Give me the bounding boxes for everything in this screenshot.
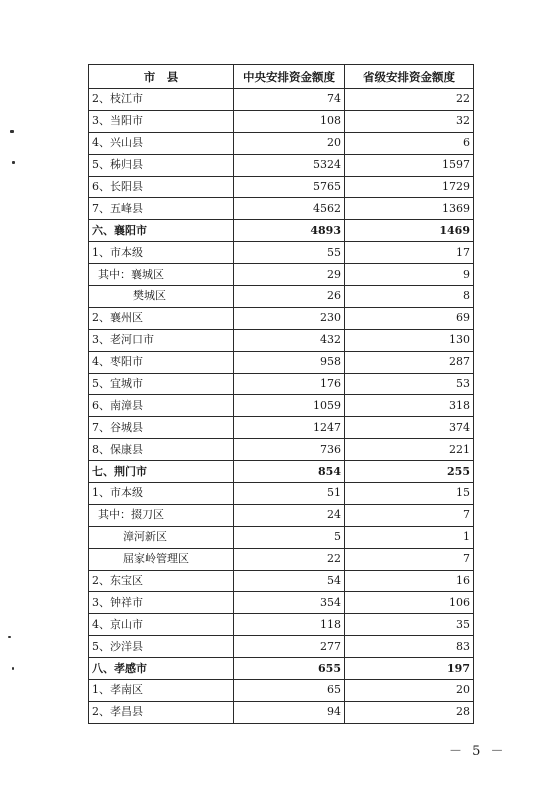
funding-table (88, 64, 474, 724)
row-central-amount: 29 (234, 264, 345, 286)
row-name-cell: 6、南漳县 (89, 395, 234, 417)
table-row (89, 483, 474, 505)
header-provincial-funds: 省级安排资金额度 (345, 65, 474, 89)
row-name-cell: 6、长阳县 (89, 176, 234, 198)
row-name-cell: 2、枝江市 (89, 89, 234, 111)
row-provincial-amount: 20 (345, 680, 474, 702)
row-provincial-amount: 53 (345, 373, 474, 395)
row-name-cell: 七、荆门市 (89, 461, 234, 483)
row-name-cell: 4、兴山县 (89, 132, 234, 154)
row-name-cell: 2、孝昌县 (89, 701, 234, 723)
row-central-amount: 26 (234, 286, 345, 308)
row-name-cell: 5、沙洋县 (89, 636, 234, 658)
table-row (89, 351, 474, 373)
row-central-amount: 432 (234, 329, 345, 351)
header-city-county: 市 县 (89, 65, 234, 89)
row-provincial-amount: 287 (345, 351, 474, 373)
row-name-cell: 4、京山市 (89, 614, 234, 636)
row-provincial-amount: 35 (345, 614, 474, 636)
row-provincial-amount: 374 (345, 417, 474, 439)
row-central-amount: 4562 (234, 198, 345, 220)
row-provincial-amount: 8 (345, 286, 474, 308)
row-name-cell: 8、保康县 (89, 439, 234, 461)
row-provincial-amount: 130 (345, 329, 474, 351)
row-central-amount: 55 (234, 242, 345, 264)
row-central-amount: 51 (234, 483, 345, 505)
table-row (89, 461, 474, 483)
row-provincial-amount: 318 (345, 395, 474, 417)
row-name-cell: 其中：襄城区 (89, 264, 234, 286)
row-provincial-amount: 69 (345, 307, 474, 329)
row-central-amount: 354 (234, 592, 345, 614)
row-provincial-amount: 1369 (345, 198, 474, 220)
row-central-amount: 4893 (234, 220, 345, 242)
row-name-cell: 7、谷城县 (89, 417, 234, 439)
row-provincial-amount: 32 (345, 110, 474, 132)
row-name-cell: 3、钟祥市 (89, 592, 234, 614)
row-name-cell: 屈家岭管理区 (89, 548, 234, 570)
scan-speck (12, 161, 15, 164)
table-row (89, 329, 474, 351)
row-provincial-amount: 221 (345, 439, 474, 461)
table-row (89, 286, 474, 308)
row-name-cell: 5、宜城市 (89, 373, 234, 395)
table-row (89, 264, 474, 286)
table-row (89, 417, 474, 439)
row-central-amount: 958 (234, 351, 345, 373)
row-central-amount: 230 (234, 307, 345, 329)
row-provincial-amount: 1 (345, 526, 474, 548)
row-central-amount: 5324 (234, 154, 345, 176)
row-central-amount: 94 (234, 701, 345, 723)
row-provincial-amount: 1469 (345, 220, 474, 242)
row-name-cell: 1、孝南区 (89, 680, 234, 702)
table-row (89, 89, 474, 111)
row-central-amount: 854 (234, 461, 345, 483)
table-row (89, 636, 474, 658)
row-provincial-amount: 1729 (345, 176, 474, 198)
row-provincial-amount: 22 (345, 89, 474, 111)
row-provincial-amount: 28 (345, 701, 474, 723)
row-name-cell: 其中：掇刀区 (89, 504, 234, 526)
row-central-amount: 65 (234, 680, 345, 702)
row-central-amount: 54 (234, 570, 345, 592)
row-provincial-amount: 1597 (345, 154, 474, 176)
row-central-amount: 655 (234, 658, 345, 680)
table-row (89, 680, 474, 702)
table-row (89, 395, 474, 417)
row-name-cell: 1、市本级 (89, 483, 234, 505)
table-header-row (89, 65, 474, 89)
table-body (89, 89, 474, 724)
row-central-amount: 5 (234, 526, 345, 548)
table-row (89, 504, 474, 526)
table-row (89, 592, 474, 614)
row-name-cell: 3、当阳市 (89, 110, 234, 132)
row-central-amount: 5765 (234, 176, 345, 198)
scan-speck (10, 130, 14, 133)
row-central-amount: 108 (234, 110, 345, 132)
row-name-cell: 樊城区 (89, 286, 234, 308)
row-central-amount: 24 (234, 504, 345, 526)
row-provincial-amount: 15 (345, 483, 474, 505)
table-row (89, 220, 474, 242)
row-name-cell: 3、老河口市 (89, 329, 234, 351)
row-central-amount: 20 (234, 132, 345, 154)
row-central-amount: 736 (234, 439, 345, 461)
row-name-cell: 4、枣阳市 (89, 351, 234, 373)
row-name-cell: 7、五峰县 (89, 198, 234, 220)
row-name-cell: 八、孝感市 (89, 658, 234, 680)
row-provincial-amount: 16 (345, 570, 474, 592)
table-row (89, 176, 474, 198)
row-name-cell: 六、襄阳市 (89, 220, 234, 242)
row-central-amount: 176 (234, 373, 345, 395)
row-name-cell: 1、市本级 (89, 242, 234, 264)
table-row (89, 132, 474, 154)
scan-speck (12, 667, 14, 670)
row-central-amount: 1059 (234, 395, 345, 417)
row-central-amount: 74 (234, 89, 345, 111)
table-row (89, 242, 474, 264)
row-name-cell: 2、东宝区 (89, 570, 234, 592)
table-row (89, 307, 474, 329)
table-row (89, 570, 474, 592)
row-name-cell: 5、秭归县 (89, 154, 234, 176)
row-central-amount: 22 (234, 548, 345, 570)
row-central-amount: 118 (234, 614, 345, 636)
table-row (89, 614, 474, 636)
header-central-funds: 中央安排资金额度 (234, 65, 345, 89)
row-name-cell: 漳河新区 (89, 526, 234, 548)
row-provincial-amount: 17 (345, 242, 474, 264)
table-row (89, 110, 474, 132)
table-row (89, 526, 474, 548)
row-provincial-amount: 7 (345, 504, 474, 526)
row-provincial-amount: 83 (345, 636, 474, 658)
row-provincial-amount: 6 (345, 132, 474, 154)
table-row (89, 439, 474, 461)
row-name-cell: 2、襄州区 (89, 307, 234, 329)
table-row (89, 198, 474, 220)
row-provincial-amount: 197 (345, 658, 474, 680)
row-provincial-amount: 106 (345, 592, 474, 614)
row-provincial-amount: 9 (345, 264, 474, 286)
scan-speck (8, 636, 11, 638)
table-row (89, 154, 474, 176)
table-row (89, 373, 474, 395)
row-central-amount: 277 (234, 636, 345, 658)
row-provincial-amount: 7 (345, 548, 474, 570)
table-row (89, 701, 474, 723)
row-central-amount: 1247 (234, 417, 345, 439)
page-number: － 5 － (449, 744, 507, 759)
row-provincial-amount: 255 (345, 461, 474, 483)
table-row (89, 658, 474, 680)
table-row (89, 548, 474, 570)
